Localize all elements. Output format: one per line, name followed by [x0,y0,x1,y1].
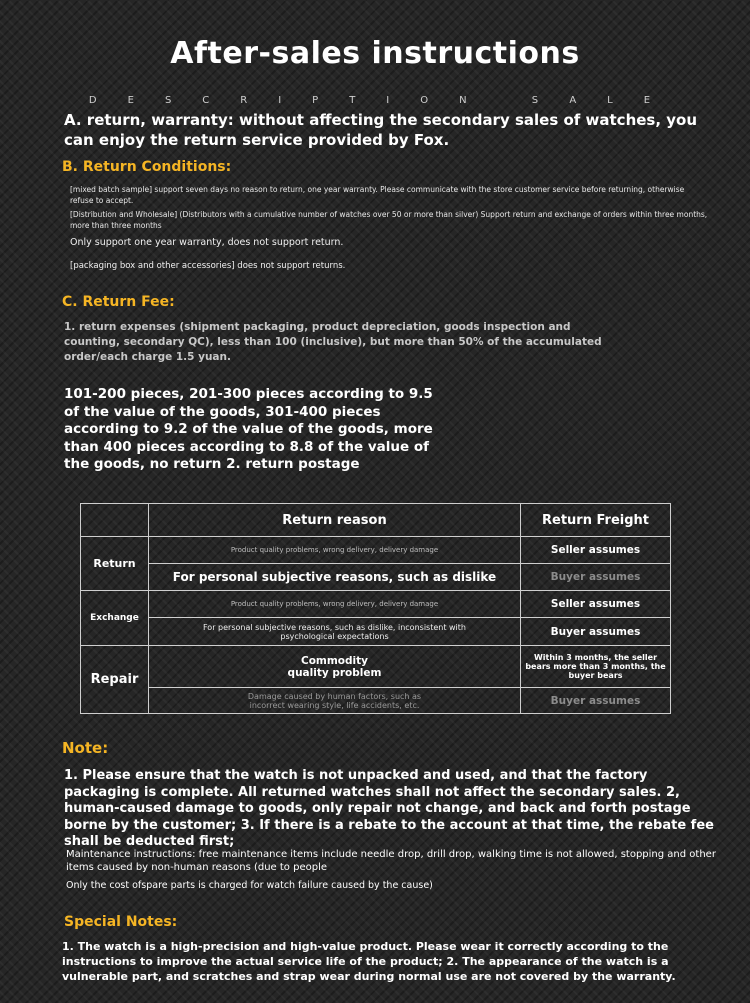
reason-cell: Damage caused by human factors, such as incorrect wearing style, life accidents, etc. [149,688,521,714]
return-conditions-heading: B. Return Conditions: [62,159,232,175]
table-header-freight: Return Freight [521,504,671,537]
table-row [81,688,671,714]
maintenance-text: Maintenance instructions: free maintenance items include needle drop, drill drop, walking time is not allowed, stopping and other items caused by non-human reasons (due to people [66,849,716,873]
reason-cell: Product quality problems, wrong delivery, delivery damage [149,537,521,564]
freight-cell: Buyer assumes [521,618,671,646]
section-a-text: A. return, warranty: without affecting the secondary sales of watches, you can enjoy the return service provided by Fox. [64,111,698,149]
special-notes-heading: Special Notes: [64,914,178,930]
freight-cell: Buyer assumes [521,564,671,591]
page-title: After-sales instructions [170,36,580,71]
freight-cell: Seller assumes [521,591,671,618]
return-fee-heading: C. Return Fee: [62,294,175,310]
reason-cell: Product quality problems, wrong delivery, delivery damage [149,591,521,618]
row-label-exchange: Exchange [81,591,149,646]
note-body: 1. Please ensure that the watch is not unpacked and used, and that the factory packaging is complete. All returned watches shall not affect the secondary sales. 2, human-caused damage to goods, only repair not change, and back and forth postage borne by the customer; 3. If there is a rebate to the account at that time, the rebate fee shall be deducted first; [64,768,714,849]
reason-cell: For personal subjective reasons, such as dislike [149,564,521,591]
condition-item: [packaging box and other accessories] does not support returns. [70,261,346,271]
table-header-empty [81,504,149,537]
freight-cell: Seller assumes [521,537,671,564]
freight-cell: Buyer assumes [521,688,671,714]
return-freight-table [80,503,671,714]
table-row [81,564,671,591]
spare-parts-text: Only the cost ofspare parts is charged for watch failure caused by the cause) [66,880,433,891]
return-fee-pricing: 101-200 pieces, 201-300 pieces according to 9.5 of the value of the goods, 301-400 pieces according to 9.2 of the value of the goods, more than 400 pieces according to 8.8 of the value of the goods, no return 2. return postage [64,386,433,472]
table-row [81,618,671,646]
reason-cell: Commodity quality problem [149,646,521,688]
condition-item: Only support one year warranty, does not support return. [70,237,344,248]
condition-item: [mixed batch sample] support seven days no reason to return, one year warranty. Please communicate with the store customer service before returning, otherwise refuse to accept. [70,185,685,205]
reason-cell: For personal subjective reasons, such as dislike, inconsistent with psychological expectations [149,618,521,646]
special-notes-body: 1. The watch is a high-precision and high-value product. Please wear it correctly according to the instructions to improve the actual service life of the product; 2. The appearance of the watch is a vulnerable part, and scratches and strap wear during normal use are not covered by the warranty. [62,940,676,983]
note-heading: Note: [62,739,109,757]
table-header-row [81,504,671,537]
freight-cell: Within 3 months, the seller bears more than 3 months, the buyer bears [521,646,671,688]
table-row [81,646,671,688]
condition-item: [Distribution and Wholesale] (Distributors with a cumulative number of watches over 50 or more than silver) Support return and exchange of orders within three months, more than three months [70,210,708,230]
table-row [81,591,671,618]
page-subtitle: DESCRIPTION SALE [88,95,682,106]
table-header-reason: Return reason [149,504,521,537]
return-fee-paragraph: 1. return expenses (shipment packaging, product depreciation, goods inspection and counting, secondary QC), less than 100 (inclusive), but more than 50% of the accumulated order/each charge 1.5 yuan. [64,321,602,363]
row-label-repair: Repair [81,646,149,714]
table-row [81,537,671,564]
row-label-return: Return [81,537,149,591]
